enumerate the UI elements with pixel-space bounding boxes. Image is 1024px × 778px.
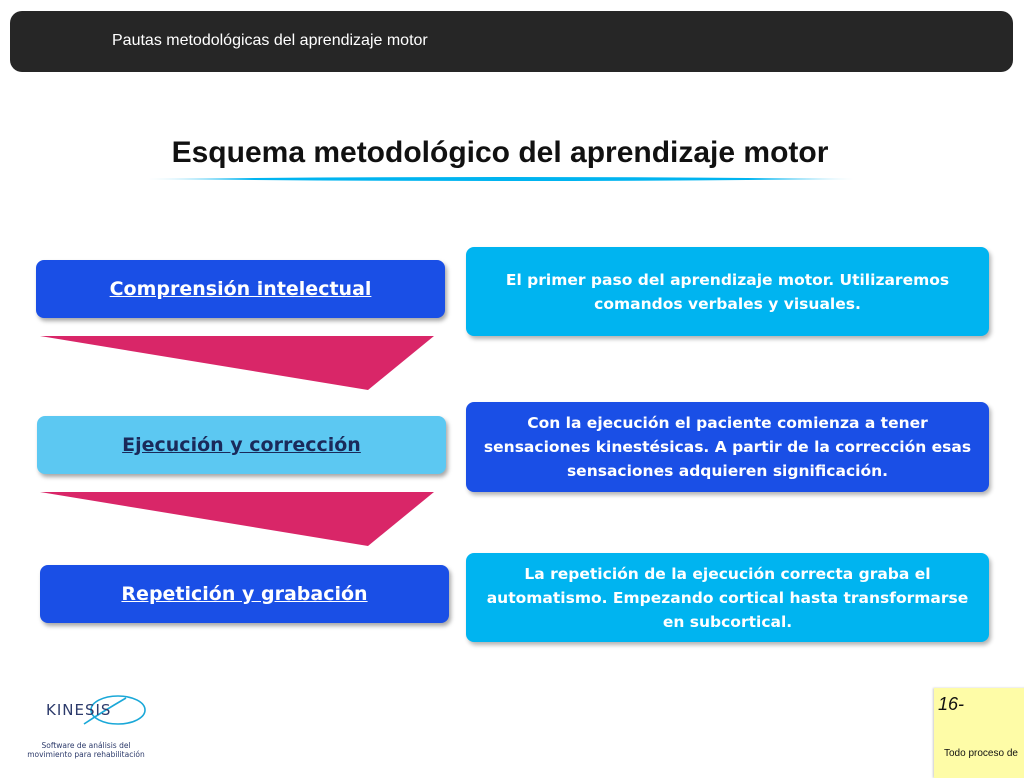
logo-text: KINESIS: [46, 701, 112, 719]
step-comprension-intelectual: [36, 260, 445, 318]
step-label: Repetición y grabación: [121, 583, 368, 605]
header-title: Pautas metodológicas del aprendizaje motor: [112, 32, 428, 49]
arrow-down-1: [38, 336, 438, 394]
title-underline: [148, 176, 854, 182]
step-repeticion-grabacion: [40, 565, 449, 623]
step-ejecucion-correccion: [37, 416, 446, 474]
description-comprension: El primer paso del aprendizaje motor. Utilizaremos comandos verbales y visuales.: [466, 247, 989, 336]
description-repeticion: La repetición de la ejecución correcta graba el automatismo. Empezando cortical hasta transformarse en subcortical.: [466, 553, 989, 642]
sticky-note: [934, 688, 1024, 778]
note-number: 16-: [938, 694, 965, 714]
note-text: Todo proceso de: [944, 748, 1018, 759]
step-label: Ejecución y corrección: [122, 434, 361, 456]
logo-subtitle: Software de análisis del movimiento para rehabilitación: [27, 741, 145, 759]
description-ejecucion: Con la ejecución el paciente comienza a tener sensaciones kinestésicas. A partir de la corrección esas sensaciones adquieren significación.: [466, 402, 989, 492]
page-title: Esquema metodológico del aprendizaje motor: [171, 136, 829, 169]
step-label: Comprensión intelectual: [109, 278, 372, 300]
arrow-down-2: [38, 492, 438, 550]
